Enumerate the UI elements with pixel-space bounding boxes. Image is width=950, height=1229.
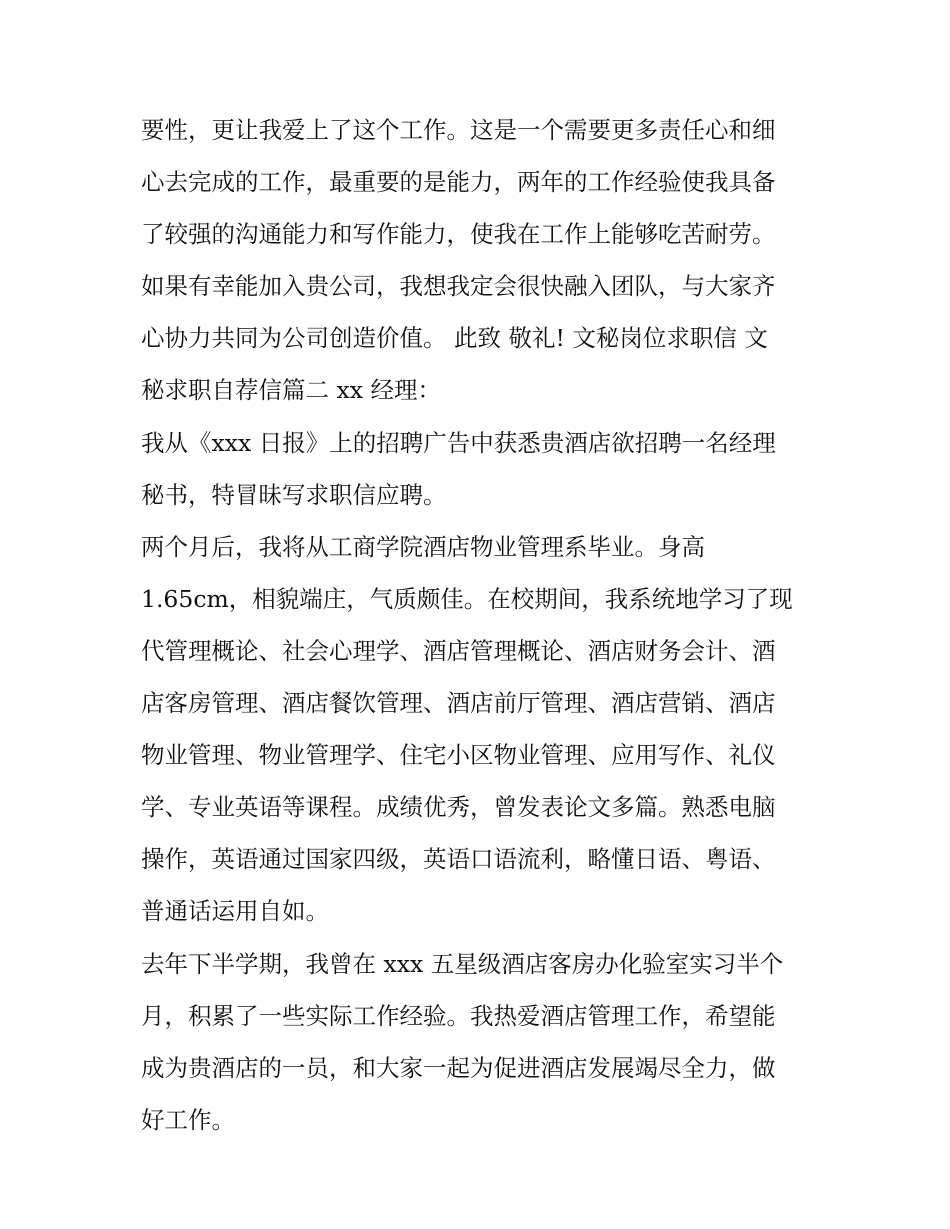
text-line: 学、专业英语等课程。成绩优秀，曾发表论文多篇。熟悉电脑 [141, 793, 776, 822]
text-line: 两个月后，我将从工商学院酒店物业管理系毕业。身高 [141, 532, 705, 561]
text-line: 秘书，特冒昧写求职信应聘。 [141, 480, 447, 509]
text-line: 操作，英语通过国家四级，英语口语流利，略懂日语、粤语、 [141, 845, 776, 874]
text-line: 月，积累了一些实际工作经验。我热爱酒店管理工作，希望能 [141, 1001, 776, 1030]
text-line: 物业管理、物业管理学、住宅小区物业管理、应用写作、礼仪 [141, 741, 776, 770]
text-line: 要性，更让我爱上了这个工作。这是一个需要更多责任心和细 [141, 116, 776, 144]
text-line: 好工作。 [141, 1105, 235, 1134]
text-line: 1.65cm，相貌端庄，气质颇佳。在校期间，我系统地学习了现 [141, 584, 793, 613]
text-line: 成为贵酒店的一员，和大家一起为促进酒店发展竭尽全力，做 [141, 1053, 776, 1082]
text-line: 普通话运用自如。 [141, 897, 329, 926]
text-line: 代管理概论、社会心理学、酒店管理概论、酒店财务会计、酒 [141, 636, 776, 665]
text-line: 店客房管理、酒店餐饮管理、酒店前厅管理、酒店营销、酒店 [141, 689, 776, 718]
text-line: 心协力共同为公司创造价值。 此致 敬礼! 文秘岗位求职信 文 [141, 324, 768, 353]
text-line: 去年下半学期，我曾在 xxx 五星级酒店客房办化验室实习半个 [141, 949, 784, 978]
text-line: 秘求职自荐信篇二 xx 经理： [141, 376, 441, 405]
text-line: 如果有幸能加入贵公司，我想我定会很快融入团队，与大家齐 [141, 272, 776, 301]
document-body [141, 104, 831, 1146]
text-line: 我从《xxx 日报》上的招聘广告中获悉贵酒店欲招聘一名经理 [141, 428, 776, 457]
text-line: 心去完成的工作，最重要的是能力，两年的工作经验使我具备 [141, 168, 776, 197]
text-line: 了较强的沟通能力和写作能力，使我在工作上能够吃苦耐劳。 [141, 220, 776, 249]
